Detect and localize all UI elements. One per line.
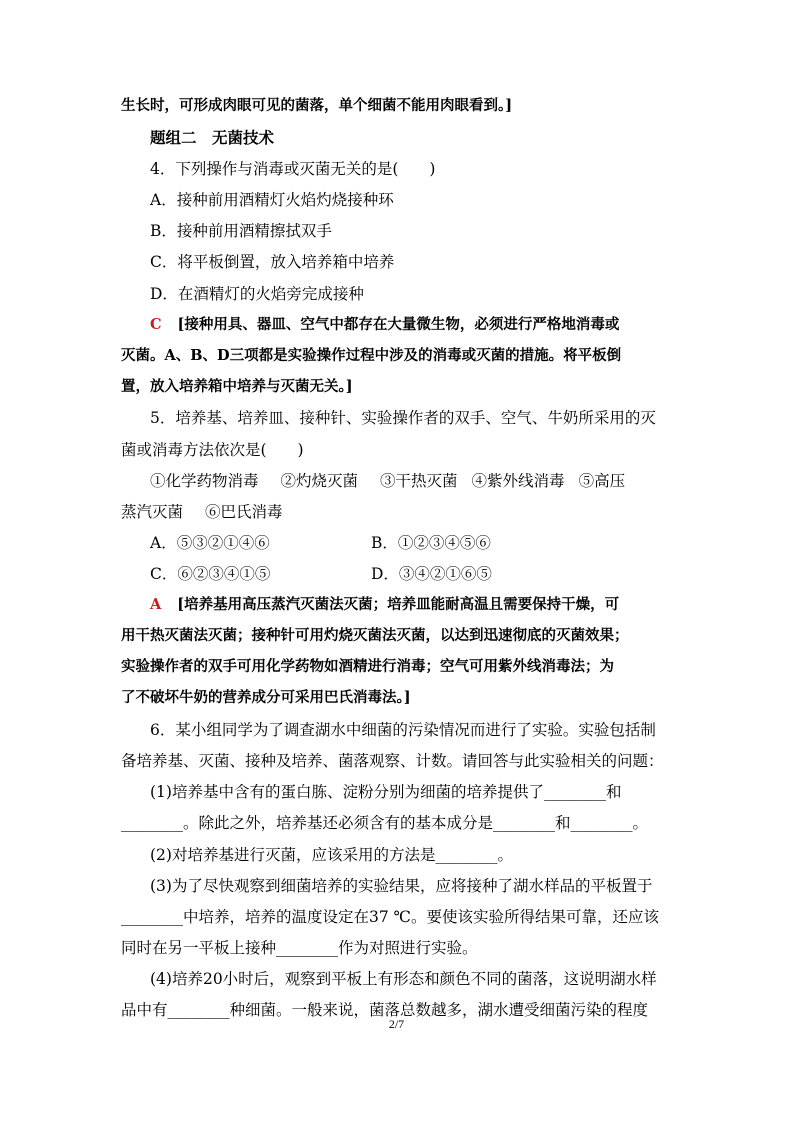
method-6: ⑥巴氏消毒 (205, 503, 283, 521)
question-5-explanation (150, 595, 619, 615)
method-5-continued: 蒸汽灭菌 (121, 503, 184, 521)
section-heading: 题组二 无菌技术 (150, 128, 275, 147)
question-5-stem: 菌或消毒方法依次是( ) (121, 441, 304, 459)
question-6-part-1: ________。除此之外，培养基还必须含有的基本成分是________和________。 (121, 814, 649, 832)
question-5-explanation-line: 了不破坏牛奶的营养成分可采用巴氏消毒法。] (121, 689, 411, 706)
question-6-part-4: (4)培养20小时后，观察到平板上有形态和颜色不同的菌落，这说明湖水样 (150, 970, 657, 988)
explanation-line: 生长时，可形成肉眼可见的菌落，单个细菌不能用肉眼看到。] (121, 97, 513, 114)
question-5-answer: A (150, 596, 162, 613)
question-6-part-3: (3)为了尽快观察到细菌培养的实验结果，应将接种了湖水样品的平板置于 (150, 877, 653, 895)
question-6-part-2: (2)对培养基进行灭菌，应该采用的方法是________。 (150, 846, 513, 864)
question-5-option-d: D．③④②①⑥⑤ (371, 565, 492, 583)
method-3: ③干热灭菌 (380, 472, 458, 490)
explanation-text: [培养基用高压蒸汽灭菌法灭菌；培养皿能耐高温且需要保持干燥，可 (177, 596, 620, 613)
question-4-explanation-line: 灭菌。A、B、D三项都是实验操作过程中涉及的消毒或灭菌的措施。将平板倒 (121, 347, 622, 364)
question-6-part-4: 品中有________种细菌。一般来说，菌落总数越多，湖水遭受细菌污染的程度 (121, 1001, 649, 1019)
question-5-method-list (150, 471, 625, 491)
question-6-part-3: 同时在另一平板上接种________作为对照进行实验。 (121, 939, 478, 957)
question-4-option-a: A．接种前用酒精灯火焰灼烧接种环 (150, 191, 394, 209)
question-4-option-c: C．将平板倒置，放入培养箱中培养 (150, 253, 395, 271)
question-4-answer: C (150, 316, 162, 333)
question-6-part-1: (1)培养基中含有的蛋白胨、淀粉分别为细菌的培养提供了________和 (150, 783, 622, 801)
page-number: 2/7 (388, 1017, 405, 1031)
method-5: ⑤高压 (578, 472, 626, 490)
question-6-part-3: ________中培养，培养的温度设定在37 ℃。要使该实验所得结果可靠，还应该 (121, 908, 659, 926)
method-4: ④紫外线消毒 (471, 472, 565, 490)
question-5-method-list (121, 502, 283, 522)
question-4-stem: 4．下列操作与消毒或灭菌无关的是( ) (150, 160, 436, 178)
question-5-stem: 5．培养基、培养皿、接种针、实验操作者的双手、空气、牛奶所采用的灭 (150, 409, 656, 427)
explanation-text: [接种用具、器皿、空气中都存在大量微生物，必须进行严格地消毒或 (177, 316, 620, 333)
question-4-explanation (150, 315, 619, 335)
question-4-option-d: D．在酒精灯的火焰旁完成接种 (150, 285, 364, 303)
method-2: ②灼烧灭菌 (280, 472, 359, 490)
method-1: ①化学药物消毒 (150, 472, 259, 490)
question-5-option-b: B．①②③④⑤⑥ (371, 534, 491, 552)
question-5-option-c: C．⑥②③④①⑤ (150, 565, 271, 583)
question-5-option-a: A．⑤③②①④⑥ (150, 534, 270, 552)
question-4-option-b: B．接种前用酒精擦拭双手 (150, 222, 332, 240)
question-4-explanation-line: 置，放入培养箱中培养与灭菌无关。] (121, 378, 353, 395)
question-5-explanation-line: 用干热灭菌法灭菌；接种针可用灼烧灭菌法灭菌，以达到迅速彻底的灭菌效果； (121, 627, 629, 644)
question-6-stem: 备培养基、灭菌、接种及培养、菌落观察、计数。请回答与此实验相关的问题： (121, 752, 664, 770)
question-6-stem: 6．某小组同学为了调查湖水中细菌的污染情况而进行了实验。实验包括制 (150, 721, 656, 739)
question-5-explanation-line: 实验操作者的双手可用化学药物如酒精进行消毒；空气可用紫外线消毒法；为 (121, 658, 614, 675)
